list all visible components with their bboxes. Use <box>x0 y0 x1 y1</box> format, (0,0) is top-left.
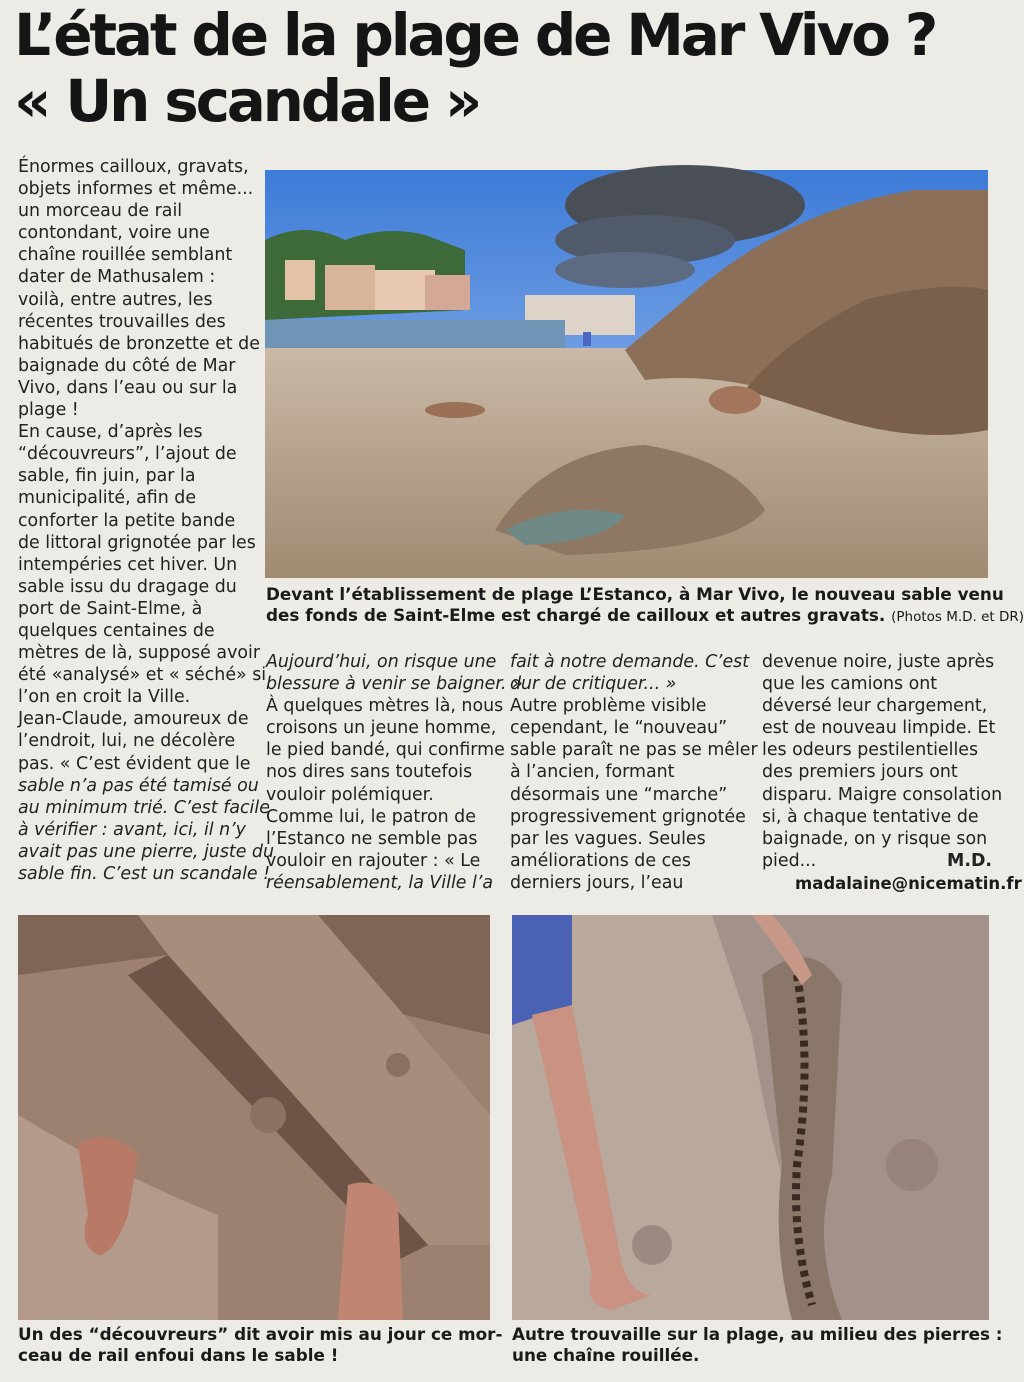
article-text-line: si, à chaque tentative de <box>762 806 979 827</box>
article-text-line: été «analysé» et « séché» si <box>18 665 267 686</box>
article-text-line: baignade du côté de Mar <box>18 355 236 376</box>
article-text-line: est de nouveau limpide. Et <box>762 718 996 739</box>
article-text-line: un morceau de rail <box>18 201 183 222</box>
article-text-line: pied... <box>762 850 817 871</box>
article-text-line: Énormes cailloux, gravats, <box>18 157 249 177</box>
caption-line-2: une chaîne rouillée. <box>512 1345 700 1365</box>
article-text-line: Autre problème visible <box>510 696 707 717</box>
article-text-line: habitués de bronzette et de <box>18 333 260 354</box>
article-text-line: derniers jours, l’eau <box>510 872 684 893</box>
article-text-line: les odeurs pestilentielles <box>762 740 979 761</box>
chain-photo <box>512 915 989 1320</box>
article-text-line: En cause, d’après les <box>18 422 203 443</box>
article-text-line: des premiers jours ont <box>762 762 958 783</box>
article-text-line: municipalité, afin de <box>18 488 197 509</box>
article-text-line: de littoral grignotée par les <box>18 532 256 553</box>
article-text-line: nos dires sans toutefois <box>266 762 473 783</box>
article-text-line: intempéries cet hiver. Un <box>18 554 238 575</box>
article-text-line: désormais une “marche” <box>510 784 728 805</box>
headline-line-2: « Un scandale » <box>14 67 480 135</box>
caption-line-2: des fonds de Saint-Elme est chargé de cailloux et autres gravats. <box>266 605 886 625</box>
article-text-line: quelques centaines de <box>18 620 215 641</box>
author-email: madalaine@nicematin.fr <box>795 874 1022 893</box>
article-column-3 <box>510 651 758 894</box>
article-text-line: conforter la petite bande <box>18 510 236 531</box>
article-text-line: sable issu du dragage du <box>18 576 237 597</box>
article-text-line: cependant, le “nouveau” <box>510 718 728 739</box>
caption-line-1: Devant l’établissement de plage L’Estanco, à Mar Vivo, le nouveau sable venu <box>266 584 1004 604</box>
article-text-line: sable, fin juin, par la <box>18 466 196 487</box>
article-text-line: le pied bandé, qui confirme <box>266 740 505 761</box>
article-text-line: “découvreurs”, l’ajout de <box>18 444 237 465</box>
article-text-line: À quelques mètres là, nous <box>266 696 504 717</box>
article-text-line: par les vagues. Seules <box>510 828 706 849</box>
article-text-line: contondant, voire une <box>18 223 210 244</box>
rail-photo-caption <box>18 1324 503 1366</box>
beach-photo-caption <box>266 584 1024 628</box>
article-text-line: avait pas une pierre, juste du <box>18 841 274 862</box>
article-text-line: à vérifier : avant, ici, il n’y <box>18 819 246 840</box>
article-text-line: l’Estanco ne semble pas <box>266 828 478 849</box>
article-text-line: vouloir en rajouter : « Le <box>266 850 481 871</box>
article-text-line: progressivement grignotée <box>510 806 746 827</box>
article-text-line: croisons un jeune homme, <box>266 718 497 739</box>
chain-photo-caption <box>512 1324 1003 1366</box>
article-column-1 <box>18 156 274 885</box>
rail-photo <box>18 915 490 1320</box>
article-text-line: récentes trouvailles des <box>18 311 226 332</box>
article-text-line: Jean-Claude, amoureux de <box>18 709 249 730</box>
article-text-line: Aujourd’hui, on risque une <box>266 652 497 672</box>
article-text-line: blessure à venir se baigner. » <box>266 674 523 695</box>
article-text-line: plage ! <box>18 400 79 421</box>
article-column-4 <box>762 651 1003 872</box>
article-text-line: Comme lui, le patron de <box>266 806 476 827</box>
photo-credit: (Photos M.D. et DR) <box>891 609 1024 625</box>
article-text-line: améliorations de ces <box>510 850 691 871</box>
article-text-line: mètres de là, supposé avoir <box>18 643 260 664</box>
article-text-line: devenue noire, juste après <box>762 652 995 672</box>
article-text-line: au minimum trié. C’est facile <box>18 797 270 818</box>
article-column-2 <box>266 651 523 894</box>
article-text-line: baignade, on y risque son <box>762 828 988 849</box>
article-text-line: port de Saint-Elme, à <box>18 598 203 619</box>
caption-line-2: ceau de rail enfoui dans le sable ! <box>18 1345 339 1365</box>
article-text-line: sable n’a pas été tamisé ou <box>18 775 259 796</box>
article-text-line: l’endroit, lui, ne décolère <box>18 731 236 752</box>
article-text-line: sable fin. C’est un scandale ! <box>18 864 271 884</box>
article-text-line: Vivo, dans l’eau ou sur la <box>18 377 238 398</box>
article-text-line: réensablement, la Ville l’a <box>266 872 494 893</box>
beach-photo <box>265 170 988 578</box>
caption-line-1: Autre trouvaille sur la plage, au milieu des pierres : <box>512 1324 1003 1344</box>
caption-line-1: Un des “découvreurs” dit avoir mis au jour ce mor- <box>18 1324 503 1344</box>
article-headline <box>14 2 994 134</box>
article-text-line: dur de critiquer... » <box>510 674 677 695</box>
article-text-line: fait à notre demande. C’est <box>510 652 750 672</box>
article-text-line: voilà, entre autres, les <box>18 289 213 310</box>
article-text-line: pas. « C’est évident que le <box>18 753 251 774</box>
article-text-line: dater de Mathusalem : <box>18 267 216 288</box>
signature-line <box>762 850 992 872</box>
article-text-line: sable paraît ne pas se mêler <box>510 740 758 761</box>
article-text-line: objets informes et même... <box>18 179 254 200</box>
author-initials: M.D. <box>947 850 992 871</box>
article-text-line: que les camions ont <box>762 674 938 695</box>
article-text-line: l’on en croit la Ville. <box>18 687 191 708</box>
article-text-line: à l’ancien, formant <box>510 762 675 783</box>
article-text-line: vouloir polémiquer. <box>266 784 434 805</box>
headline-line-1: L’état de la plage de Mar Vivo ? <box>14 1 936 69</box>
article-text-line: déversé leur chargement, <box>762 696 988 717</box>
article-text-line: chaîne rouillée semblant <box>18 245 233 266</box>
article-text-line: disparu. Maigre consolation <box>762 784 1003 805</box>
